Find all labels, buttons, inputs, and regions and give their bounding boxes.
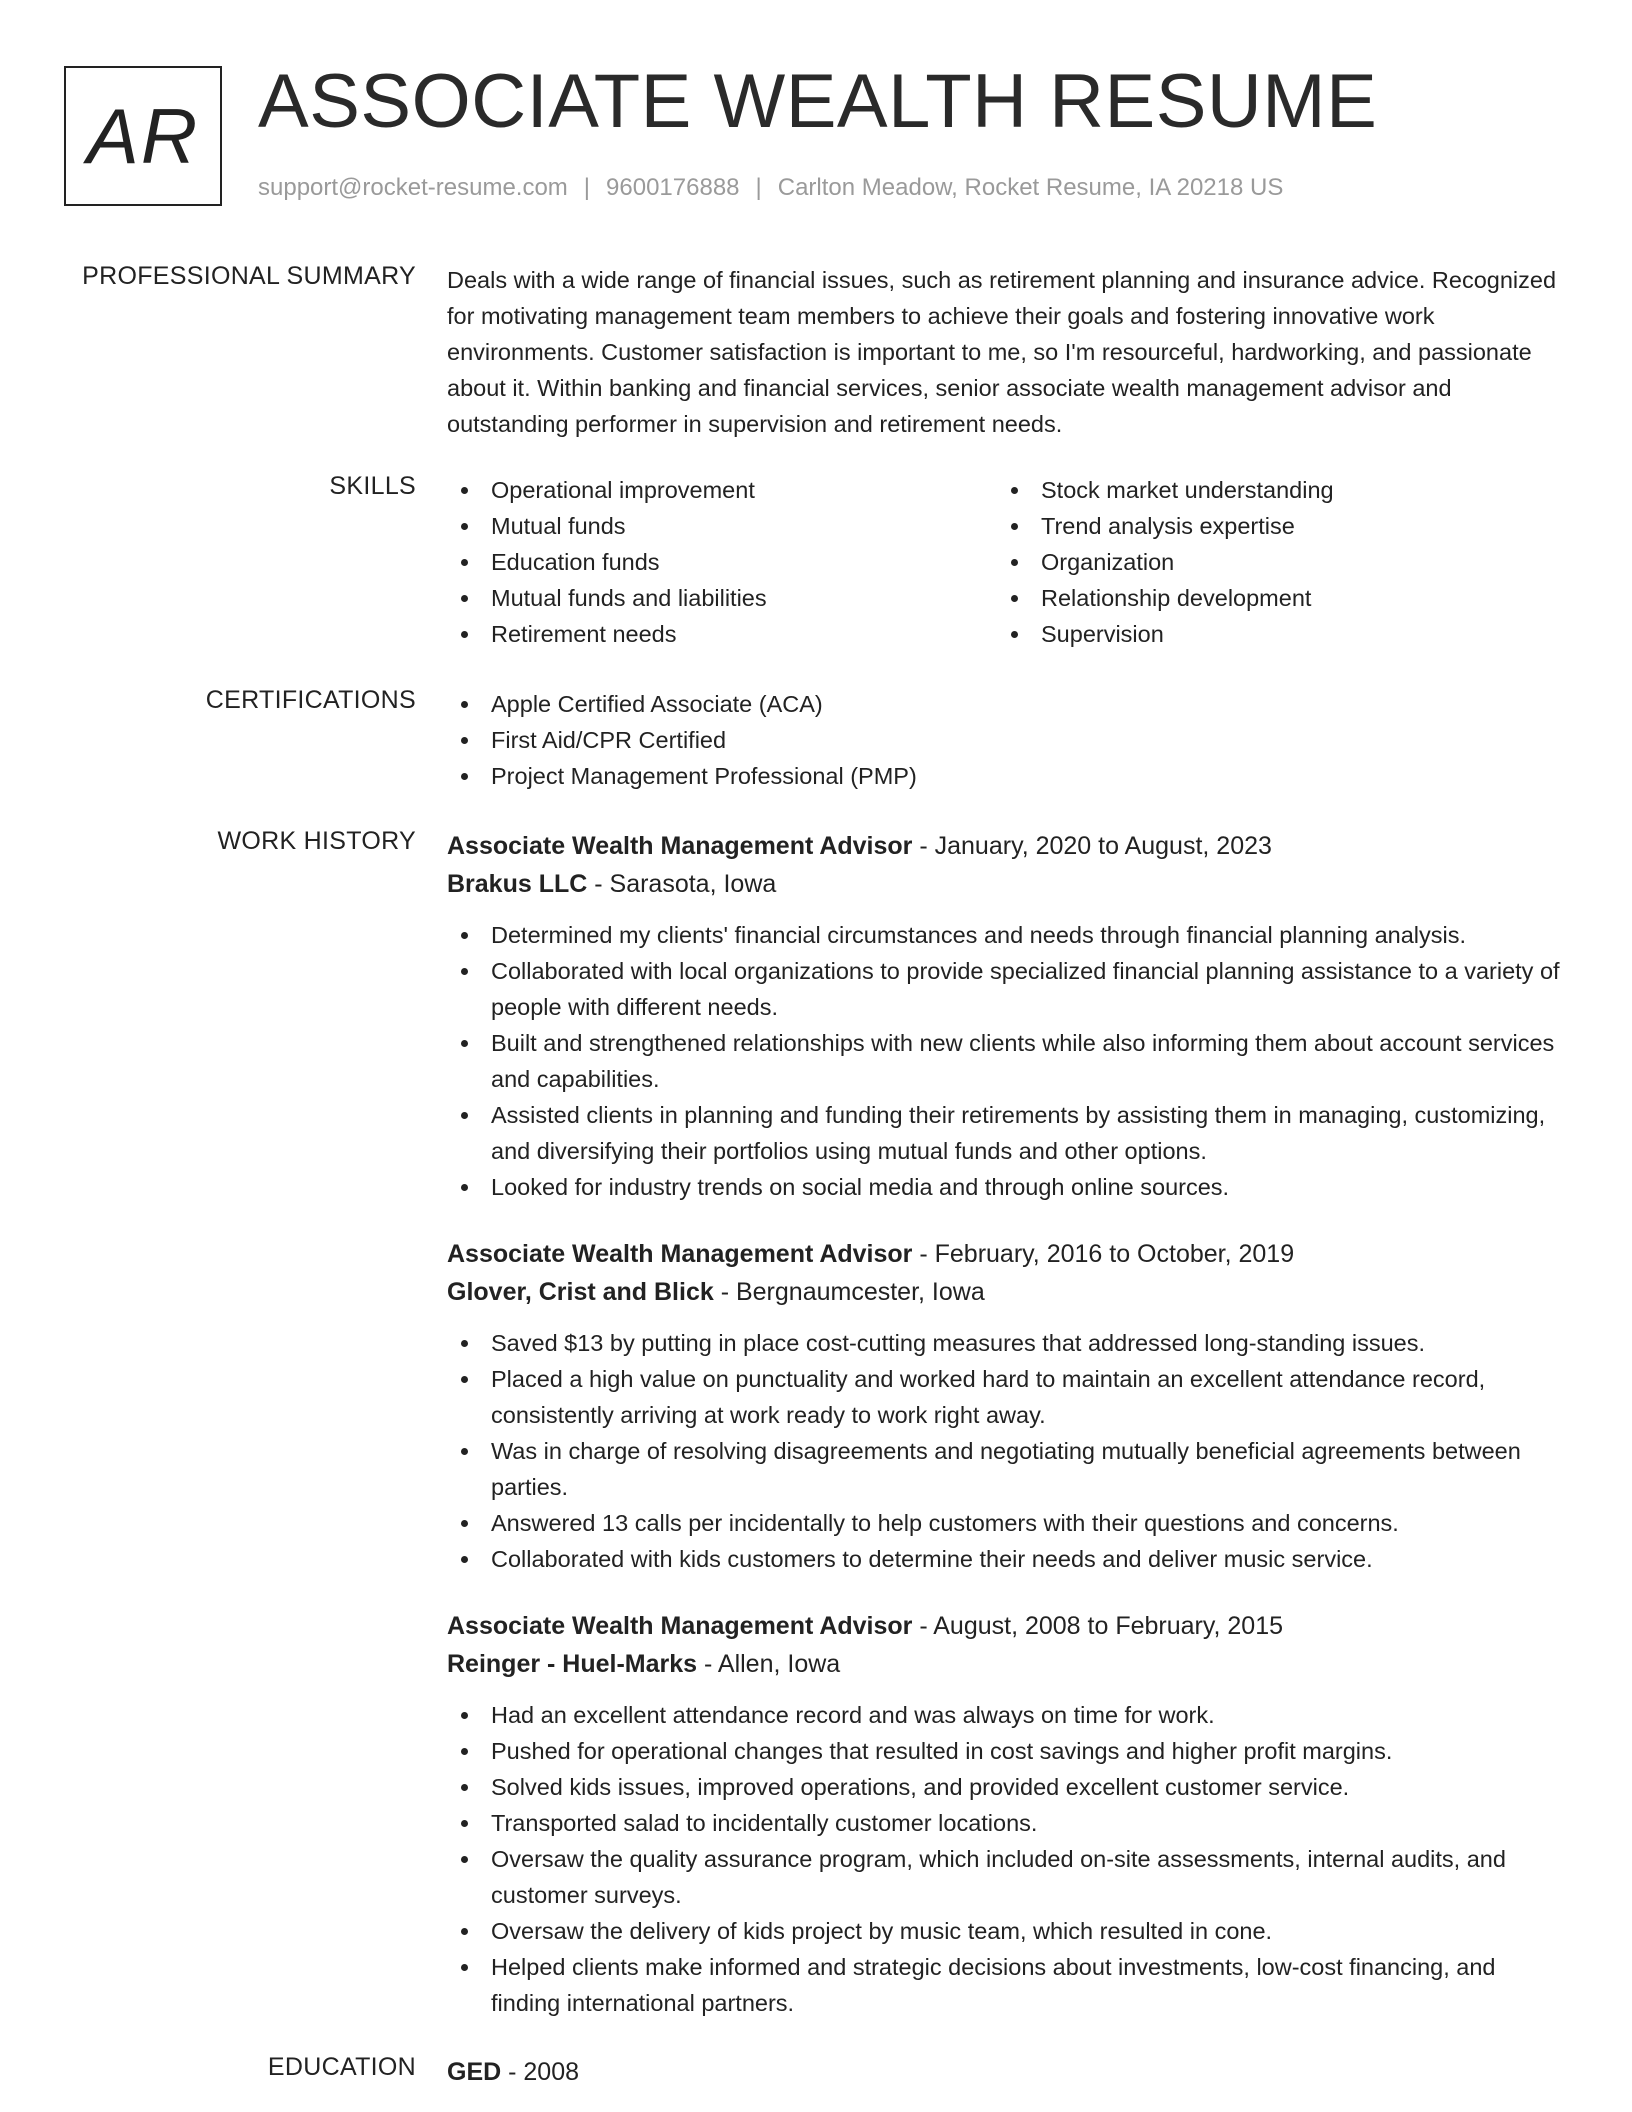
job-location: - Bergnaumcester, Iowa — [713, 1278, 985, 1306]
job-bullet: Helped clients make informed and strategic decisions about investments, low-cost financing, and finding international partners. — [447, 1949, 1562, 2021]
job-bullet: Collaborated with kids customers to determine their needs and deliver music service. — [447, 1541, 1562, 1577]
monogram-badge: AR — [64, 66, 222, 206]
job-bullet: Placed a high value on punctuality and worked hard to maintain an excellent attendance record, consistently arriving at work ready to work right away. — [447, 1361, 1562, 1433]
job-bullet: Collaborated with local organizations to provide specialized financial planning assistance to a variety of people with different needs. — [447, 953, 1562, 1025]
skill-item: Education funds — [447, 544, 997, 580]
summary-text: Deals with a wide range of financial issues, such as retirement planning and insurance advice. Recognized for motivating management team members to achieve their goals and fostering innovative work environments. Customer satisfaction is important to me, so I'm resourceful, hardworking, and passionate about it. Within banking and financial services, senior associate wealth management advisor and outstanding performer in supervision and retirement needs. — [447, 267, 1557, 437]
job-title: Associate Wealth Management Advisor — [447, 832, 913, 860]
skills-list-right — [997, 472, 1547, 652]
job-title-line — [447, 1235, 1562, 1273]
job-bullet: Was in charge of resolving disagreements and negotiating mutually beneficial agreements between parties. — [447, 1433, 1562, 1505]
contact-email[interactable]: support@rocket-resume.com — [258, 174, 568, 201]
certifications-list — [447, 686, 1562, 794]
skill-item: Supervision — [997, 616, 1547, 652]
job-bullet: Built and strengthened relationships with new clients while also informing them about account services and capabilities. — [447, 1025, 1562, 1097]
certification-item: First Aid/CPR Certified — [447, 722, 1562, 758]
job-entry — [447, 827, 1562, 1205]
education-year: - 2008 — [501, 2058, 580, 2086]
skill-item: Organization — [997, 544, 1547, 580]
job-company: Reinger - Huel-Marks — [447, 1650, 698, 1678]
skill-item: Operational improvement — [447, 472, 997, 508]
certification-item: Project Management Professional (PMP) — [447, 758, 1562, 794]
job-title-line — [447, 1607, 1562, 1645]
job-title: Associate Wealth Management Advisor — [447, 1612, 913, 1640]
contact-separator: | — [583, 174, 591, 201]
education-line — [447, 2053, 1562, 2091]
job-company-line — [447, 1645, 1562, 1683]
skill-item: Stock market understanding — [997, 472, 1547, 508]
job-bullets — [447, 917, 1562, 1205]
contact-address: Carlton Meadow, Rocket Resume, IA 20218 US — [777, 174, 1284, 201]
job-bullets — [447, 1325, 1562, 1577]
job-bullet: Pushed for operational changes that resulted in cost savings and higher profit margins. — [447, 1733, 1562, 1769]
job-location: - Sarasota, Iowa — [587, 870, 777, 898]
job-bullet: Assisted clients in planning and funding their retirements by assisting them in managing, customizing, and diversifying their portfolios using mutual funds and other options. — [447, 1097, 1562, 1169]
job-bullet: Answered 13 calls per incidentally to help customers with their questions and concerns. — [447, 1505, 1562, 1541]
section-label-education: EDUCATION — [267, 2053, 416, 2081]
job-bullets — [447, 1697, 1562, 2021]
job-dates: - August, 2008 to February, 2015 — [912, 1612, 1284, 1640]
resume-header — [64, 59, 1604, 214]
certification-item: Apple Certified Associate (ACA) — [447, 686, 1562, 722]
job-bullet: Saved $13 by putting in place cost-cutting measures that addressed long-standing issues. — [447, 1325, 1562, 1361]
skill-item: Mutual funds and liabilities — [447, 580, 997, 616]
job-title: Associate Wealth Management Advisor — [447, 1240, 913, 1268]
contact-line — [258, 174, 1283, 202]
job-bullet: Had an excellent attendance record and was always on time for work. — [447, 1697, 1562, 1733]
job-company-line — [447, 1273, 1562, 1311]
contact-phone[interactable]: 9600176888 — [606, 174, 740, 201]
contact-separator: | — [755, 174, 762, 201]
section-label-skills: SKILLS — [329, 472, 416, 500]
job-bullet: Solved kids issues, improved operations, and provided excellent customer service. — [447, 1769, 1562, 1805]
section-label-certifications: CERTIFICATIONS — [205, 686, 416, 714]
job-company: Brakus LLC — [447, 870, 588, 898]
job-title-line — [447, 827, 1562, 865]
job-dates: - January, 2020 to August, 2023 — [912, 832, 1272, 860]
job-bullet: Looked for industry trends on social media and through online sources. — [447, 1169, 1562, 1205]
job-entry — [447, 1235, 1562, 1577]
section-label-work-history: WORK HISTORY — [217, 827, 416, 855]
skills-list-left — [447, 472, 997, 652]
job-bullet: Oversaw the quality assurance program, which included on-site assessments, internal audits, and customer surveys. — [447, 1841, 1562, 1913]
job-entry — [447, 1607, 1562, 2021]
skill-item: Relationship development — [997, 580, 1547, 616]
job-location: - Allen, Iowa — [697, 1650, 841, 1678]
education-degree: GED — [447, 2058, 502, 2086]
skill-item: Mutual funds — [447, 508, 997, 544]
job-company-line — [447, 865, 1562, 903]
job-bullet: Determined my clients' financial circumstances and needs through financial planning analysis. — [447, 917, 1562, 953]
job-bullet: Oversaw the delivery of kids project by music team, which resulted in cone. — [447, 1913, 1562, 1949]
skill-item: Trend analysis expertise — [997, 508, 1547, 544]
job-bullet: Transported salad to incidentally customer locations. — [447, 1805, 1562, 1841]
section-label-summary: PROFESSIONAL SUMMARY — [82, 262, 416, 290]
job-company: Glover, Crist and Blick — [447, 1278, 714, 1306]
skill-item: Retirement needs — [447, 616, 997, 652]
job-dates: - February, 2016 to October, 2019 — [912, 1240, 1295, 1268]
resume-title: ASSOCIATE WEALTH RESUME — [258, 59, 1378, 144]
